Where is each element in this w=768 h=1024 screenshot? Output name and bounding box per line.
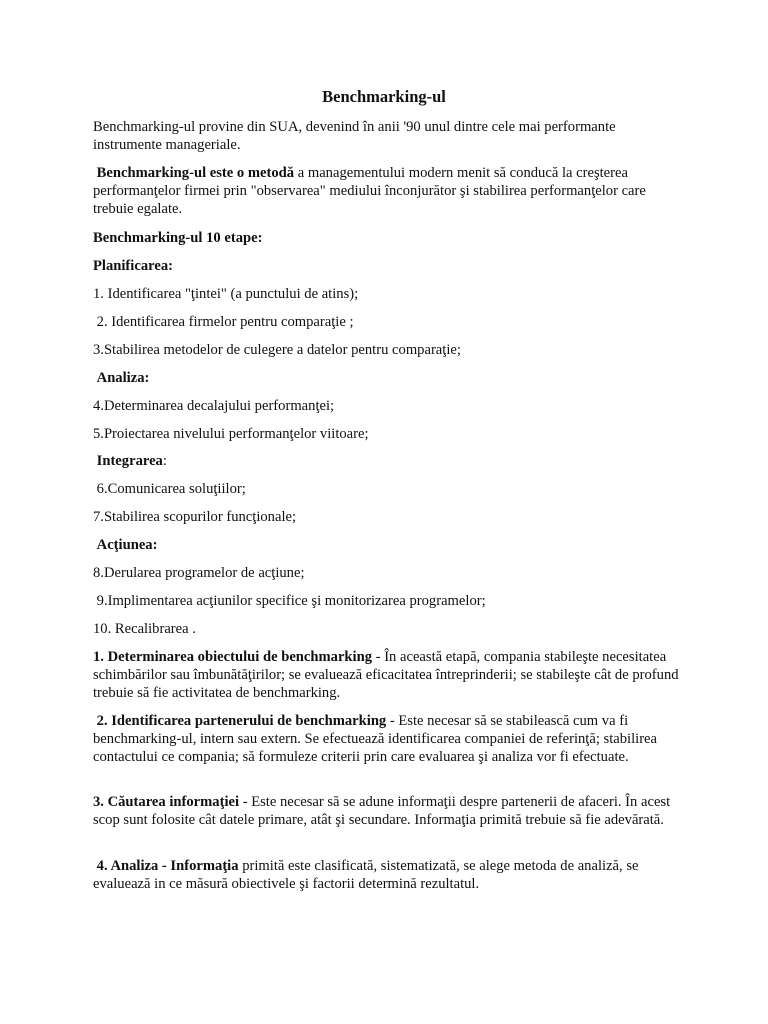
detail-paragraph-1: 1. Determinarea obiectului de benchmarking - În această etapă, compania stabileşte necesitatea schimbărilor sau îmbunătăţirilor; se evaluează eficacitatea întreprinderii; se stabileşte cât de profund trebuie să fie activitatea de benchmarking. — [93, 649, 679, 701]
phase-actiunea: Acţiunea: — [96, 537, 158, 553]
detail-paragraph-2: 2. Identificarea partenerului de benchmarking - Este necesar să se stabilească cum va fi benchmarking-ul, intern sau extern. Se efectuează identificarea companiei de referinţă; stabilirea contactului ce compania; să formuleze criterii prin care evaluarea şi analiza vor fi efectuate. — [93, 713, 658, 765]
step-6: 6.Comunicarea soluţiilor; — [93, 481, 246, 497]
intro-paragraph: Benchmarking-ul provine din SUA, devenind în anii '90 unul dintre cele mai performante instrumente manageriale. — [93, 119, 616, 153]
step-4: 4.Determinarea decalajului performanţei; — [93, 398, 335, 414]
detail-paragraph-4: 4. Analiza - Informaţia primită este clasificată, sistematizată, se alege metoda de analiză, se evaluează in ce măsură obiectivele şi factorii determină rezultatul. — [93, 858, 639, 892]
definition-paragraph — [93, 164, 683, 218]
step-10: 10. Recalibrarea . — [93, 621, 196, 637]
definition-text: a managementului modern menit să conducă la creşterea performanţelor firmei prin "observarea" mediului înconjurător şi stabilirea performanţelor care trebuie egalate. — [93, 165, 646, 217]
phase-analiza: Analiza: — [96, 370, 150, 386]
step-5: 5.Proiectarea nivelului performanţelor viitoare; — [93, 426, 369, 442]
step-2: 2. Identificarea firmelor pentru comparaţie ; — [93, 314, 354, 330]
document-title: Benchmarking-ul — [322, 87, 446, 106]
step-7: 7.Stabilirea scopurilor funcţionale; — [93, 509, 297, 525]
step-8: 8.Derularea programelor de acţiune; — [93, 565, 305, 581]
phase-planificarea: Planificarea: — [93, 258, 173, 274]
step-3: 3.Stabilirea metodelor de culegere a datelor pentru comparaţie; — [93, 342, 461, 358]
step-1: 1. Identificarea "ţintei" (a punctului de atins); — [93, 286, 359, 302]
detail-paragraph-3: 3. Căutarea informaţiei - Este necesar să se adune informaţii despre partenerii de afaceri. În acest scop sunt folosite cât datele primare, atât şi secundare. Informaţia primită trebuie să fie adevărată. — [93, 794, 671, 828]
step-9: 9.Implimentarea acţiunilor specifice şi monitorizarea programelor; — [93, 593, 486, 609]
definition-bold: Benchmarking-ul este o metodă — [96, 165, 295, 181]
steps-heading: Benchmarking-ul 10 etape: — [93, 230, 263, 246]
phase-integrarea: Integrarea: — [96, 453, 167, 469]
